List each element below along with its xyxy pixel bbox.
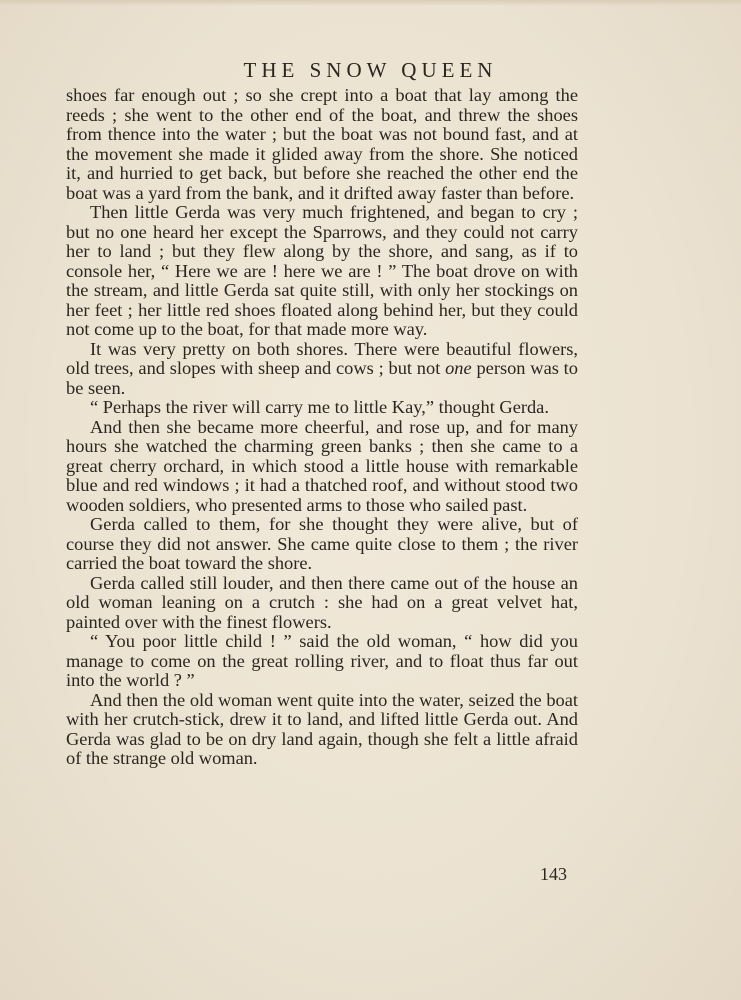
page-number: 143 xyxy=(540,864,567,884)
page-edge xyxy=(0,0,741,6)
emphasis: one xyxy=(445,358,472,378)
paragraph: Then little Gerda was very much frightened, and began to cry ; but no one heard her except the Sparrows, and they could not carry her to land ; but they flew along by the shore, and sang, as if to console her, “ Here we are ! here we are ! ” The boat drove on with the stream, and little Gerda sat quite still, with only her stockings on her feet ; her little red shoes floated along behind her, but they could not come up to the boat, for that made more way. xyxy=(66,202,578,339)
paragraph: “ You poor little child ! ” said the old woman, “ how did you manage to come on the great rolling river, and to float thus far out into the world ? ” xyxy=(66,631,578,690)
paragraph: Gerda called to them, for she thought they were alive, but of course they did not answer. She came quite close to them ; the river carried the boat toward the shore. xyxy=(66,514,578,573)
paragraph: Gerda called still louder, and then there came out of the house an old woman leaning on a crutch : she had on a great velvet hat, painted over with the finest flowers. xyxy=(66,572,578,632)
paragraph: It was very pretty on both shores. There were beautiful flowers, old trees, and slopes with sheep and cows ; but not one person was to be seen. xyxy=(66,338,578,398)
paragraph-continued: shoes far enough out ; so she crept into a boat that lay among the reeds ; she went to the other end of the boat, and threw the shoes from thence into the water ; but the boat was not bound fast, and at the movement she made it glided away from the shore. She noticed it, and hurried to get back, but before she reached the other end the boat was a yard from the bank, and it drifted away faster than before. xyxy=(66,85,578,203)
paragraph: “ Perhaps the river will carry me to little Kay,” thought Gerda. xyxy=(90,397,549,417)
running-title: THE SNOW QUEEN xyxy=(243,58,498,82)
body-text xyxy=(66,86,578,769)
paragraph: And then the old woman went quite into the water, seized the boat with her crutch-stick, drew it to land, and lifted little Gerda out. And Gerda was glad to be on dry land again, though she felt a little afraid of the strange old woman. xyxy=(66,689,578,768)
paragraph: And then she became more cheerful, and rose up, and for many hours she watched the charming green banks ; then she came to a great cherry orchard, in which stood a little house with remarkable blue and red windows ; it had a thatched roof, and without stood two wooden soldiers, who presented arms to those who sailed past. xyxy=(66,416,578,515)
